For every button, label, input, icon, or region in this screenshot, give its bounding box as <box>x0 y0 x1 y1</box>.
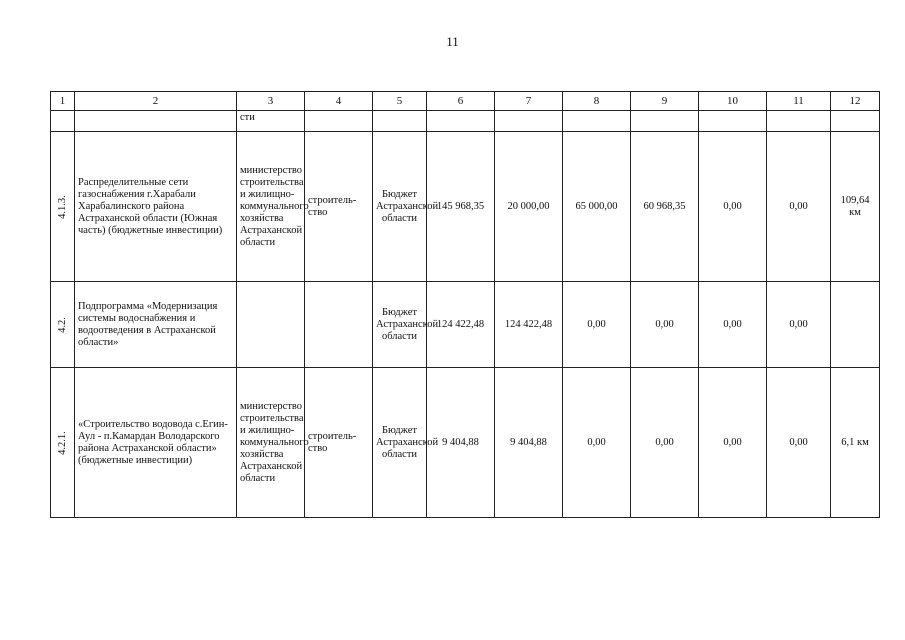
row-value-12: 6,1 км <box>831 368 880 518</box>
row-type <box>305 282 373 368</box>
row-value-11: 0,00 <box>767 132 831 282</box>
row-value-9: 0,00 <box>631 282 699 368</box>
row-value-7: 9 404,88 <box>495 368 563 518</box>
row-name: «Строительство водовода с.Егин-Аул - п.Камардан Володарского района Астраханской области» (бюджетные инвестиции) <box>75 368 237 518</box>
row-executor: министерство строительства и жилищно-коммунального хозяйства Астраханской области <box>237 132 305 282</box>
header-cell-3: 3 <box>237 92 305 111</box>
row-value-7: 124 422,48 <box>495 282 563 368</box>
header-cell-4: 4 <box>305 92 373 111</box>
row-code-cell <box>51 132 75 282</box>
row-value-6: 9 404,88 <box>427 368 495 518</box>
row-value-6: 145 968,35 <box>427 132 495 282</box>
row-value-9: 60 968,35 <box>631 132 699 282</box>
table-row <box>51 368 880 518</box>
table-row <box>51 282 880 368</box>
page-number: 11 <box>446 34 459 49</box>
row-value-12 <box>831 282 880 368</box>
row-value-10: 0,00 <box>699 282 767 368</box>
row-source: Бюджет Астраханской области <box>373 132 427 282</box>
row-value-7: 20 000,00 <box>495 132 563 282</box>
header-cell-6: 6 <box>427 92 495 111</box>
row-code-cell <box>51 282 75 368</box>
row-value-10: 0,00 <box>699 132 767 282</box>
row-source: Бюджет Астраханской области <box>373 368 427 518</box>
row-value-11: 0,00 <box>767 282 831 368</box>
program-table <box>50 91 880 518</box>
row-value-8: 0,00 <box>563 368 631 518</box>
header-cell-12: 12 <box>831 92 880 111</box>
row-type: строитель-ство <box>305 368 373 518</box>
row-code: 4.2.1. <box>56 430 68 455</box>
row-source: Бюджет Астраханской области <box>373 282 427 368</box>
row-value-12: 109,64 км <box>831 132 880 282</box>
continuation-row <box>51 111 880 132</box>
header-row <box>51 92 880 111</box>
row-type: строитель-ство <box>305 132 373 282</box>
header-cell-5: 5 <box>373 92 427 111</box>
header-cell-8: 8 <box>563 92 631 111</box>
row-value-10: 0,00 <box>699 368 767 518</box>
row-code: 4.2. <box>56 316 68 333</box>
header-cell-11: 11 <box>767 92 831 111</box>
header-cell-2: 2 <box>75 92 237 111</box>
row-value-6: 124 422,48 <box>427 282 495 368</box>
header-cell-7: 7 <box>495 92 563 111</box>
row-executor <box>237 282 305 368</box>
header-cell-9: 9 <box>631 92 699 111</box>
header-cell-1: 1 <box>51 92 75 111</box>
row-value-8: 65 000,00 <box>563 132 631 282</box>
row-name: Распределительные сети газоснабжения г.Харабали Харабалинского района Астраханской области (Южная часть) (бюджетные инвестиции) <box>75 132 237 282</box>
row-name: Подпрограмма «Модернизация системы водоснабжения и водоотведения в Астраханской области» <box>75 282 237 368</box>
table-row <box>51 132 880 282</box>
continuation-text: сти <box>237 111 305 132</box>
row-value-9: 0,00 <box>631 368 699 518</box>
header-cell-10: 10 <box>699 92 767 111</box>
row-code: 4.1.3. <box>56 194 68 219</box>
row-value-11: 0,00 <box>767 368 831 518</box>
row-executor: министерство строительства и жилищно-коммунального хозяйства Астраханской области <box>237 368 305 518</box>
row-code-cell <box>51 368 75 518</box>
row-value-8: 0,00 <box>563 282 631 368</box>
